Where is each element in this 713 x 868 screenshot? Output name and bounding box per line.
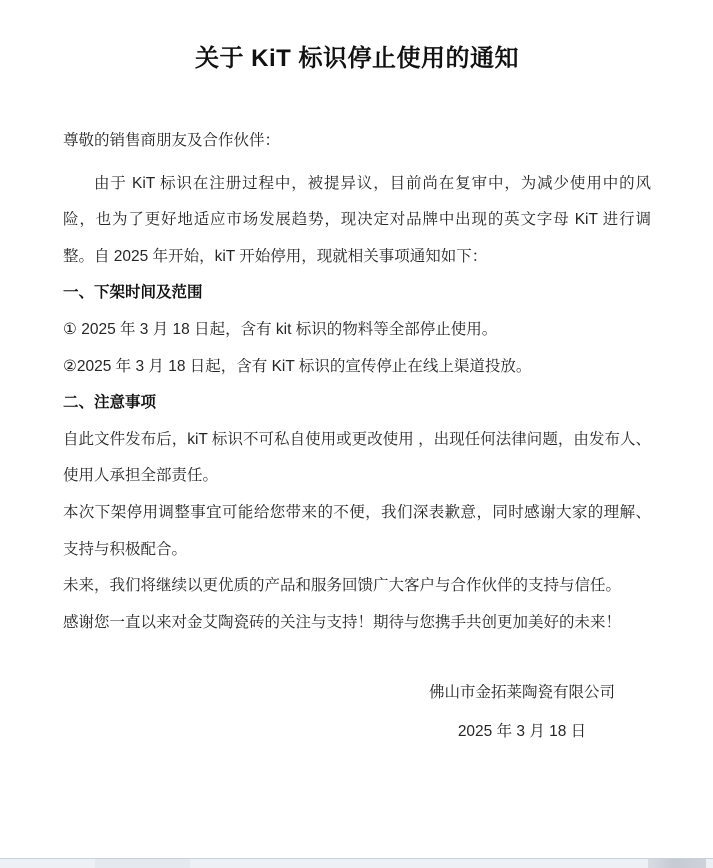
notice-item-2: ②2025 年 3 月 18 日起，含有 KiT 标识的宣传停止在线上渠道投放。	[63, 357, 532, 375]
intro-paragraph: 由于 KiT 标识在注册过程中，被提异议，目前尚在复审中，为减少使用中的风险，也为了更好地适应市场发展趋势，现决定对品牌中出现的英文字母 KiT 进行调整。自 2025 年开始，kiT 开始停用，现就相关事项通知如下：	[63, 174, 651, 265]
paragraph-thanks: 感谢您一直以来对金艾陶瓷砖的关注与支持！期待与您携手共创更加美好的未来！	[63, 613, 622, 631]
company-signature: 佛山市金拓莱陶瓷有限公司	[428, 684, 615, 702]
section-1-heading: 一、下架时间及范围	[63, 284, 203, 302]
paragraph-apology: 本次下架停用调整事宜可能给您带来的不便，我们深表歉意，同时感谢大家的理解、支持与积极配合。	[63, 503, 651, 558]
window-bottom-edge	[0, 858, 713, 868]
signature-block	[372, 673, 672, 751]
scrollbar-thumb[interactable]	[648, 859, 706, 868]
paragraph-responsibility: 自此文件发布后，kiT 标识不可私自使用或更改使用 ，出现任何法律问题，由发布人、使用人承担全部责任。	[63, 430, 651, 485]
scrollbar-track-segment	[95, 859, 190, 868]
notice-item-1: ① 2025 年 3 月 18 日起，含有 kit 标识的物料等全部停止使用。	[63, 320, 498, 338]
section-2-heading: 二、注意事项	[63, 394, 157, 412]
paragraph-future: 未来，我们将继续以更优质的产品和服务回馈广大客户与合作伙伴的支持与信任。	[63, 577, 622, 595]
document-title: 关于 KiT 标识停止使用的通知	[195, 45, 519, 72]
document-body	[63, 123, 651, 641]
salutation: 尊敬的销售商朋友及合作伙伴：	[63, 132, 281, 149]
signature-date: 2025 年 3 月 18 日	[457, 723, 587, 741]
